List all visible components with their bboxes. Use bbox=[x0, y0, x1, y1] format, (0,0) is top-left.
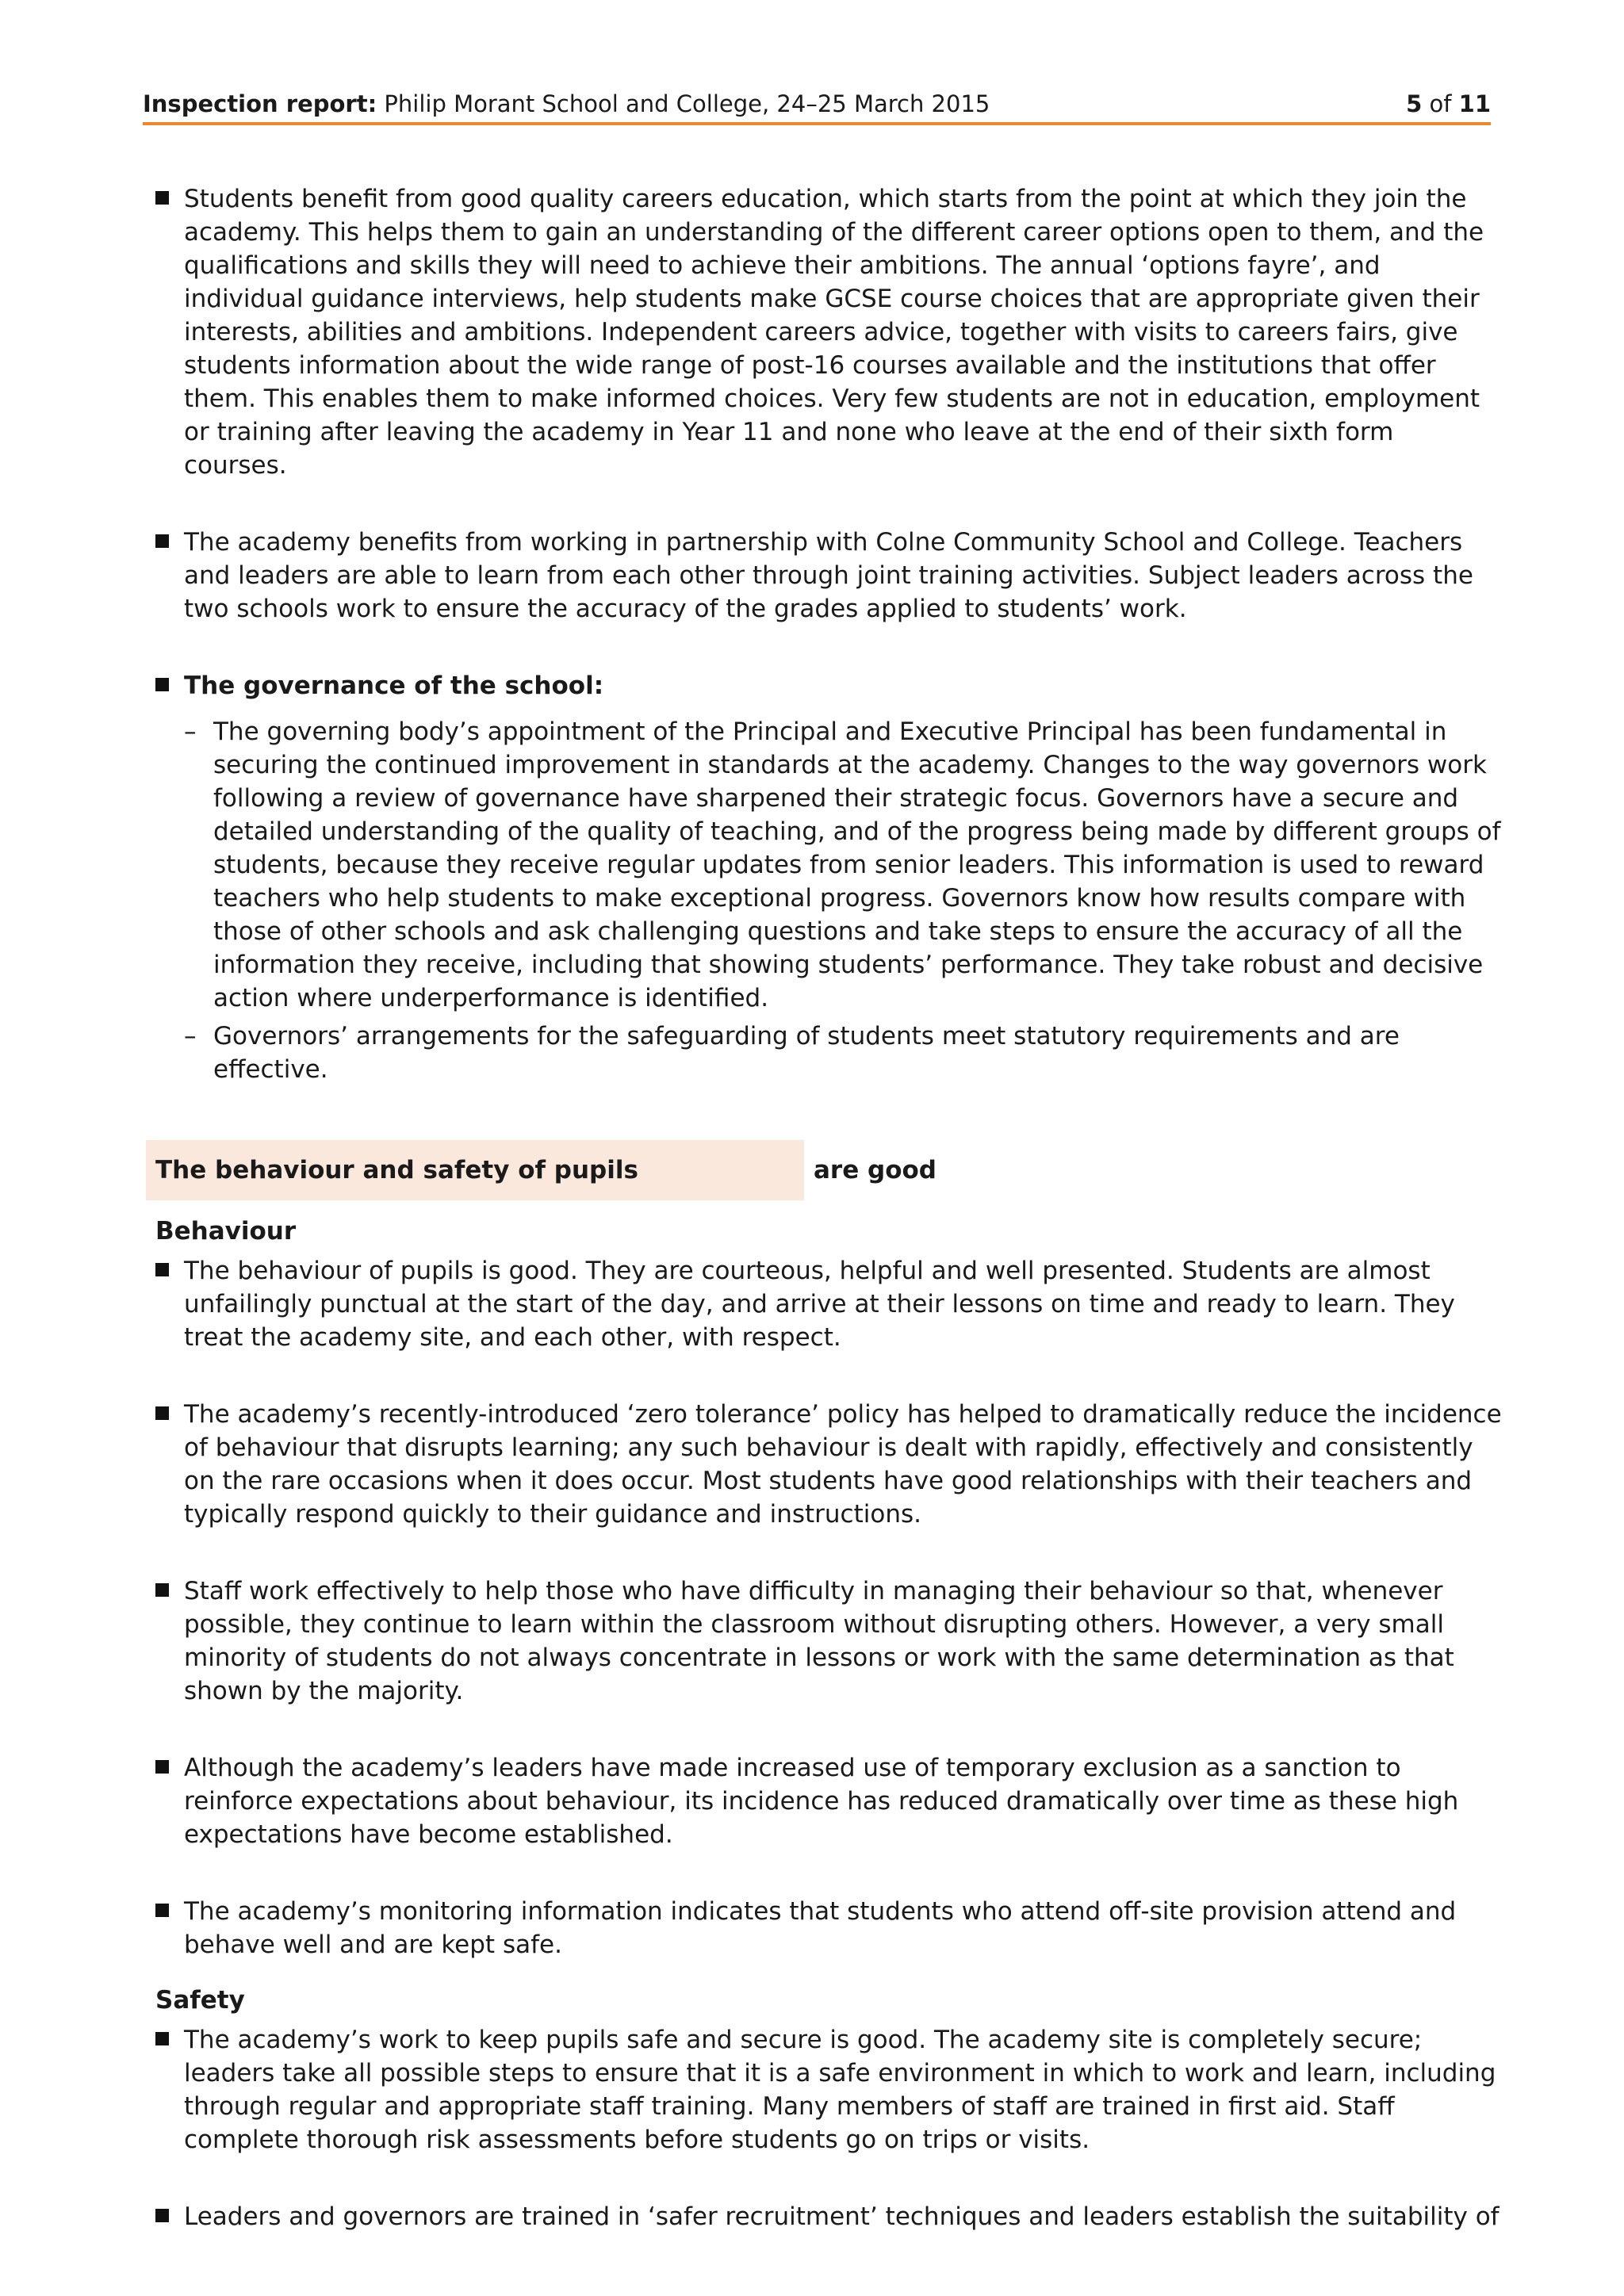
page-number bbox=[1406, 86, 1491, 122]
behaviour-item: The academy’s monitoring information indicates that students who attend off-site provision attend and behave well and are kept safe. bbox=[155, 1895, 1503, 1961]
report-body bbox=[155, 182, 1503, 2277]
behaviour-item: The academy’s recently-introduced ‘zero tolerance’ policy has helped to dramatically reduce the incidence of behaviour that disrupts learning; any such behaviour is dealt with rapidly, effectively and consistently on the rare occasions when it does occur. Most students have good relationships with their teachers and typically respond quickly to their guidance and instructions. bbox=[155, 1398, 1503, 1531]
safety-item: The academy’s work to keep pupils safe and secure is good. The academy site is completely secure; leaders take all possible steps to ensure that it is a safe environment in which to work and learn, including through regular and appropriate staff training. Many members of staff are trained in first aid. Staff complete thorough risk assessments before students go on trips or visits. bbox=[155, 2023, 1503, 2156]
section-banner bbox=[146, 1140, 1503, 1200]
behaviour-item: Staff work effectively to help those who have difficulty in managing their behaviour so that, whenever possible, they continue to learn within the classroom without disrupting others. However, a very small minority of students do not always concentrate in lessons or work with the same determination as that shown by the majority. bbox=[155, 1575, 1503, 1708]
report-label: Inspection report: bbox=[143, 90, 377, 117]
careers-paragraph: Students benefit from good quality careers education, which starts from the point at which they join the academy. This helps them to gain an understanding of the different career options open to them, and the qualifications and skills they will need to achieve their ambitions. The annual ‘options fayre’, and individual guidance interviews, help students make GCSE course choices that are appropriate given their interests, abilities and ambitions. Independent careers advice, together with visits to careers fairs, give students information about the wide range of post-16 courses available and the institutions that offer them. This enables them to make informed choices. Very few students are not in education, employment or training after leaving the academy in Year 11 and none who leave at the end of their sixth form courses. bbox=[155, 182, 1503, 482]
behaviour-item: Although the academy’s leaders have made increased use of temporary exclusion as a sanction to reinforce expectations about behaviour, its incidence has reduced dramatically over time as these high expectations have become established. bbox=[155, 1751, 1503, 1851]
section-title: The behaviour and safety of pupils bbox=[155, 1156, 638, 1184]
behaviour-item: The behaviour of pupils is good. They are courteous, helpful and well presented. Students are almost unfailingly punctual at the start of the day, and arrive at their lessons on time and ready to learn. They treat the academy site, and each other, with respect. bbox=[155, 1254, 1503, 1354]
governance-item: – Governors’ arrangements for the safeguarding of students meet statutory requirements and are effective. bbox=[155, 1020, 1503, 1086]
section-judgement: are good bbox=[814, 1156, 936, 1184]
partnership-paragraph: The academy benefits from working in partnership with Colne Community School and College. Teachers and leaders are able to learn from each other through joint training activities. Subject leaders across the two schools work to ensure the accuracy of the grades applied to students’ work. bbox=[155, 526, 1503, 626]
report-title: Philip Morant School and College, 24–25 March 2015 bbox=[384, 90, 990, 117]
page-current: 5 bbox=[1406, 90, 1423, 117]
safety-heading: Safety bbox=[155, 1986, 245, 2015]
page-of: of bbox=[1429, 90, 1452, 117]
governance-heading: The governance of the school: bbox=[155, 669, 1503, 702]
page-header bbox=[143, 86, 1491, 125]
behaviour-heading: Behaviour bbox=[155, 1217, 297, 1246]
governance-item: – The governing body’s appointment of the Principal and Executive Principal has been fundamental in securing the continued improvement in standards at the academy. Changes to the way governors work following a review of governance have sharpened their strategic focus. Governors have a secure and detailed understanding of the quality of teaching, and of the progress being made by different groups of students, because they receive regular updates from senior leaders. This information is used to reward teachers who help students to make exceptional progress. Governors know how results compare with those of other schools and ask challenging questions and take steps to ensure the accuracy of all the information they receive, including that showing students’ performance. They take robust and decisive action where underperformance is identified. bbox=[155, 715, 1503, 1015]
safety-item: Leaders and governors are trained in ‘safer recruitment’ techniques and leaders establish the suitability of bbox=[155, 2200, 1503, 2233]
page-total: 11 bbox=[1458, 90, 1491, 117]
